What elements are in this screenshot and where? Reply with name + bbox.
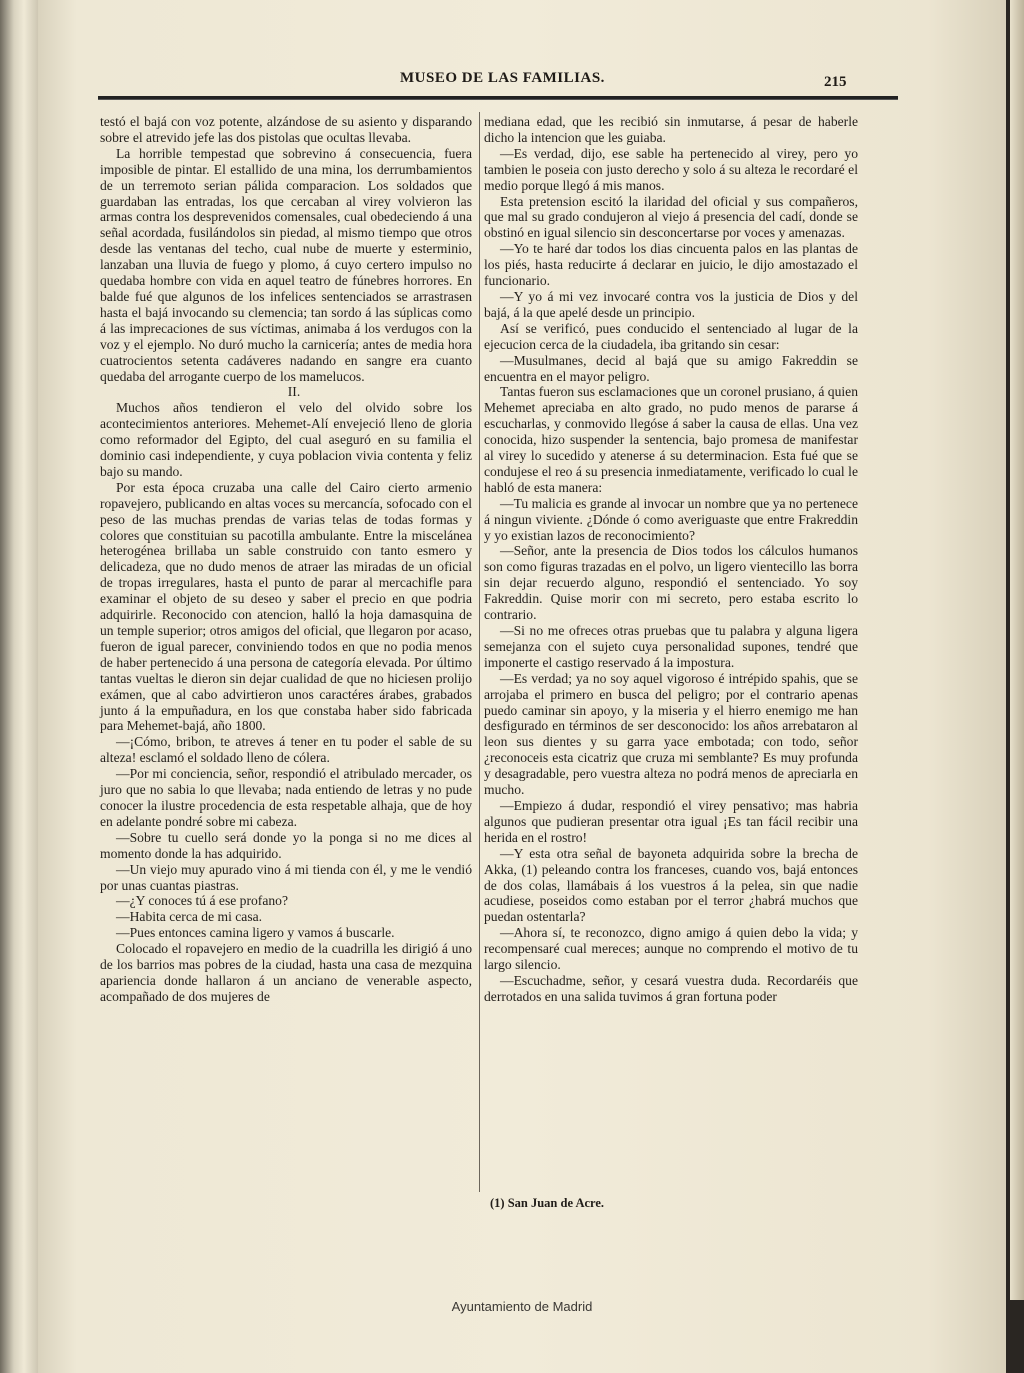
paragraph: Colocado el ropavejero en medio de la cuadrilla les dirigió á uno de los barrios mas pobres de la ciudad, hasta una casa de mezquina apariencia donde hallaron á un anciano de venerable aspecto, acompañado de dos mujeres de [100, 941, 472, 1004]
paragraph: —¡Cómo, bribon, te atreves á tener en tu poder el sable de su alteza! esclamó el soldado lleno de cólera. [100, 734, 472, 766]
next-page-edge [1010, 0, 1024, 1300]
paragraph: —Por mi conciencia, señor, respondió el atribulado mercader, os juro que no sabia lo que llevaba; nada entiendo de letras y no pude conocer la ilustre procedencia de esta respetable alhaja, que de hoy en adelante pondré sobre mi cabeza. [100, 766, 472, 829]
paragraph: —Habita cerca de mi casa. [116, 909, 263, 925]
paragraph: Esta pretension escitó la ilaridad del oficial y sus compañeros, que mal su grado condujeron al viejo á presencia del cadí, donde se obstinó en igual silencio sin desconcertarse por voces y amenazas. [484, 193, 858, 241]
paragraph: mediana edad, que les recibió sin inmutarse, á pesar de haberle dicho la intencion que les guiaba. [484, 114, 858, 145]
running-title: MUSEO DE LAS FAMILIAS. [400, 70, 605, 86]
paragraph: —Pues entonces camina ligero y vamos á buscarle. [116, 925, 395, 941]
column-divider [479, 112, 480, 1192]
paragraph: —Un viejo muy apurado vino á mi tienda con él, y me le vendió por unas cuantas piastras. [100, 861, 472, 893]
paragraph: —Es verdad, dijo, ese sable ha pertenecido al virey, pero yo tambien le poseia con justo derecho y solo á su alteza le recordaré el medio porque llegó á mis manos. [484, 145, 858, 193]
left-column [100, 114, 472, 1005]
paragraph: —¿Y conoces tú á ese profano? [116, 893, 288, 909]
book-spine [0, 0, 40, 1373]
header-rule [98, 96, 898, 100]
paragraph: —Musulmanes, decid al bajá que su amigo Fakreddin se encuentra en el mayor peligro. [484, 352, 858, 384]
paragraph: —Tu malicia es grande al invocar un nombre que ya no pertenece á ningun viviente. ¿Dónde ó como averiguaste que entre Frakreddin y yo existian lazos de reconocimiento? [484, 495, 858, 543]
paragraph: —Señor, ante la presencia de Dios todos los cálculos humanos son como figuras trazadas en el polvo, un ligero vientecillo las borra sin dejar recuerdo alguno, respondió el sentenciado. Yo soy Fakreddin. Quise morir con mi secreto, pero estaba escrito lo contrario. [484, 543, 858, 623]
paragraph: —Escuchadme, señor, y cesará vuestra duda. Recordaréis que derrotados en una salida tuvimos á gran fortuna poder [484, 972, 858, 1004]
paragraph: —Sobre tu cuello será donde yo la ponga si no me dices al momento donde la has adquirido. [100, 829, 472, 861]
paragraph: testó el bajá con voz potente, alzándose de su asiento y disparando sobre el atrevido jefe las dos pistolas que ocultas llevaba. [100, 114, 472, 145]
footnote: (1) San Juan de Acre. [490, 1196, 605, 1210]
paragraph: —Y esta otra señal de bayoneta adquirida sobre la brecha de Akka, (1) peleando contra los franceses, cuando vos, bajá entonces de dos colas, llamábais á los vuestros á la pelea, sin que nadie acudiese, poseidos como estaban por el terror ¿habrá muchos que puedan ostentarla? [484, 845, 858, 925]
footer-credit: Ayuntamiento de Madrid [451, 1299, 593, 1314]
paragraph: —Si no me ofreces otras pruebas que tu palabra y alguna ligera semejanza con el sujeto cuya personalidad supones, tendré que imponerte el castigo reservado á la impostura. [484, 623, 858, 670]
paragraph: —Empiezo á dudar, respondió el virey pensativo; mas habria algunos que pudieran presentar otra igual ¡Es tan fácil recibir una herida en el rostro! [484, 797, 858, 845]
page-header [38, 70, 1006, 94]
section-number: II. [287, 384, 301, 400]
paragraph: Muchos años tendieron el velo del olvido sobre los acontecimientos anteriores. Mehemet-Alí envejeció lleno de gloria como reformador del Egipto, del cual aseguró en su familia el dominio casi independiente, y cuya poblacion vivia contenta y feliz bajo su mando. [100, 400, 472, 479]
paragraph: Así se verificó, pues conducido el sentenciado al lugar de la ejecucion cerca de la ciudadela, iba gritando sin cesar: [484, 320, 858, 352]
paragraph: Tantas fueron sus esclamaciones que un coronel prusiano, á quien Mehemet apreciaba en alto grado, no pudo menos de pararse á escucharlas, y conmovido llegóse á saber la causa de ellas. Una vez conocida, hizo suspender la sentencia, bajo promesa de manifestar al virey lo sucedido y atenerse á su determinacion. Esta fué que se condujese el reo á su presencia inmediatamente, verificado lo cual le habló de esta manera: [484, 384, 858, 495]
paragraph: —Es verdad; ya no soy aquel vigoroso é intrépido spahis, que se arrojaba el primero en busca del peligro; por el contrario apenas puedo caminar sin apoyo, y la miseria y el hierro enemigo me han desfigurado en términos de ser desconocido: los años arrebataron al leon sus dientes y su garra yace embotada; con todo, señor ¿reconoceis esta cicatriz que cruza mi semblante? Es muy profunda y desagradable, pero vuestra alteza no podrá menos de apreciarla en mucho. [484, 670, 858, 798]
right-column [484, 114, 858, 1005]
paragraph: Por esta época cruzaba una calle del Cairo cierto armenio ropavejero, publicando en altas voces su mercancía, sofocado con el peso de las muchas prendas de varias telas de todas formas y colores que constituian su pacotilla ambulante. Entre la miscelánea heterogénea brillaba un sable construido con tanto esmero y delicadeza, que no dudo menos de atraer las miradas de un oficial de tropas irregulares, hasta el punto de parar al mercachifle para examinar el objeto de su deseo y saber el precio en que podria adquirirle. Reconocido con atencion, halló la hoja damasquina de un temple superior; otros amigos del oficial, que llegaron por acaso, fueron de igual parecer, conviniendo todos en que no podia menos de haber pertenecido á una persona de categoría elevada. Por último tantas vueltas le dieron sin dejar cualidad de que no hiciesen prolijo exámen, que al cabo advirtieron unos caractéres árabes, grabados junto á la empuñadura, en los que constaba haber sido fabricada para Mehemet-bajá, año 1800. [100, 479, 472, 734]
paragraph: La horrible tempestad que sobrevino á consecuencia, fuera imposible de pintar. El estallido de una mina, los derrumbamientos de un terremoto serian pálida comparacion. Los soldados que guardaban las entradas, los que cercaban al virey volvieron las armas contra los desprevenidos comensales, cual obedeciendo á una señal acordada, fusilándolos sin piedad, al mismo tiempo que otros desde las ventanas del techo, cual nube de muerte y esterminio, lanzaban una lluvia de fuego y plomo, á cuyo certero impulso no quedaba hombre con vida en aquel teatro de fúnebres horrores. En balde fué que algunos de los infelices sentenciados se arrastrasen hasta el bajá invocando su clemencia; tan sordo á las súplicas como á las imprecaciones de sus víctimas, animaba á los verdugos con la voz y el ejemplo. No duró mucho la carnicería; antes de media hora cuatrocientos setenta cadáveres nadando en sangre era cuanto quedaba del arrogante cuerpo de los mamelucos. [100, 145, 472, 384]
page-number: 215 [824, 74, 847, 90]
paragraph: —Y yo á mi vez invocaré contra vos la justicia de Dios y del bajá, á la que apelé desde un principio. [484, 288, 858, 320]
paragraph: —Ahora sí, te reconozco, digno amigo á quien debo la vida; y recompensaré cual mereces; aunque no comprendo el motivo de tu largo silencio. [484, 925, 858, 973]
paragraph: —Yo te haré dar todos los dias cincuenta palos en las plantas de los piés, hasta reducirte á declarar en juicio, le dijo amostazado el funcionario. [484, 241, 858, 289]
book-page [38, 0, 1006, 1373]
